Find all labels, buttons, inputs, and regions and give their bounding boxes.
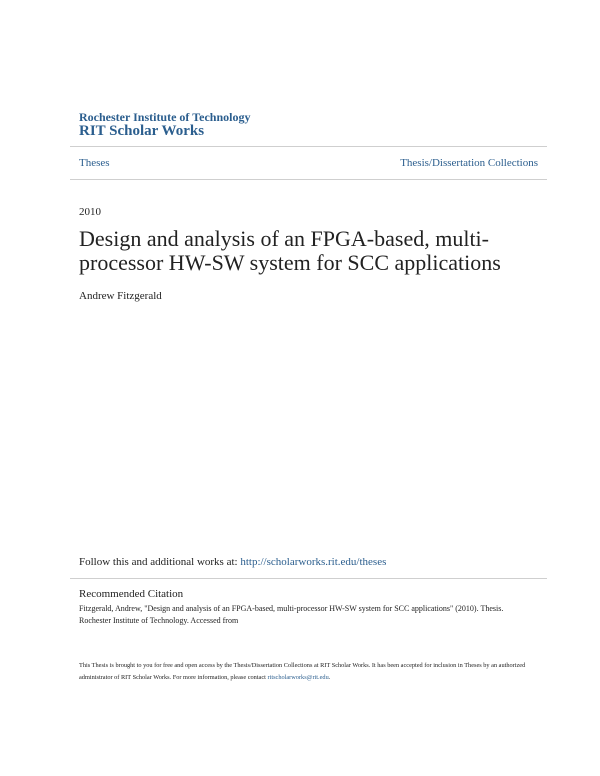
nav-divider <box>70 179 547 180</box>
repository-name[interactable]: RIT Scholar Works <box>79 123 205 139</box>
theses-link[interactable]: Theses <box>79 157 110 169</box>
institution-name: Rochester Institute of Technology <box>79 110 251 124</box>
publication-year: 2010 <box>79 206 101 218</box>
notice-end: . <box>328 674 331 681</box>
collections-link[interactable]: Thesis/Dissertation Collections <box>400 157 538 169</box>
theses-url-link[interactable]: http://scholarworks.rit.edu/theses <box>240 556 387 568</box>
author-name: Andrew Fitzgerald <box>79 290 162 302</box>
citation-text: Fitzgerald, Andrew, "Design and analysis of an FPGA-based, multi-processor HW-SW system for SCC applications" (2010). Thesis. Rochester Institute of Technology. Accessed from <box>79 604 504 625</box>
contact-email-link[interactable]: ritscholarworks@rit.edu <box>267 674 329 681</box>
citation-heading: Recommended Citation <box>79 588 184 600</box>
follow-text: Follow this and additional works at: <box>79 556 241 568</box>
access-notice <box>79 660 529 684</box>
notice-text: This Thesis is brought to you for free and open access by the Thesis/Dissertation Collections at RIT Scholar Works. It has been accepted for inclusion in Theses by an authorized administrator of RIT Scholar Works. For more information, please contact <box>79 662 526 681</box>
thesis-title: Design and analysis of an FPGA-based, multi-processor HW-SW system for SCC applications <box>79 226 501 275</box>
follow-line <box>79 556 386 568</box>
citation-divider <box>70 578 547 579</box>
top-divider <box>70 146 547 147</box>
